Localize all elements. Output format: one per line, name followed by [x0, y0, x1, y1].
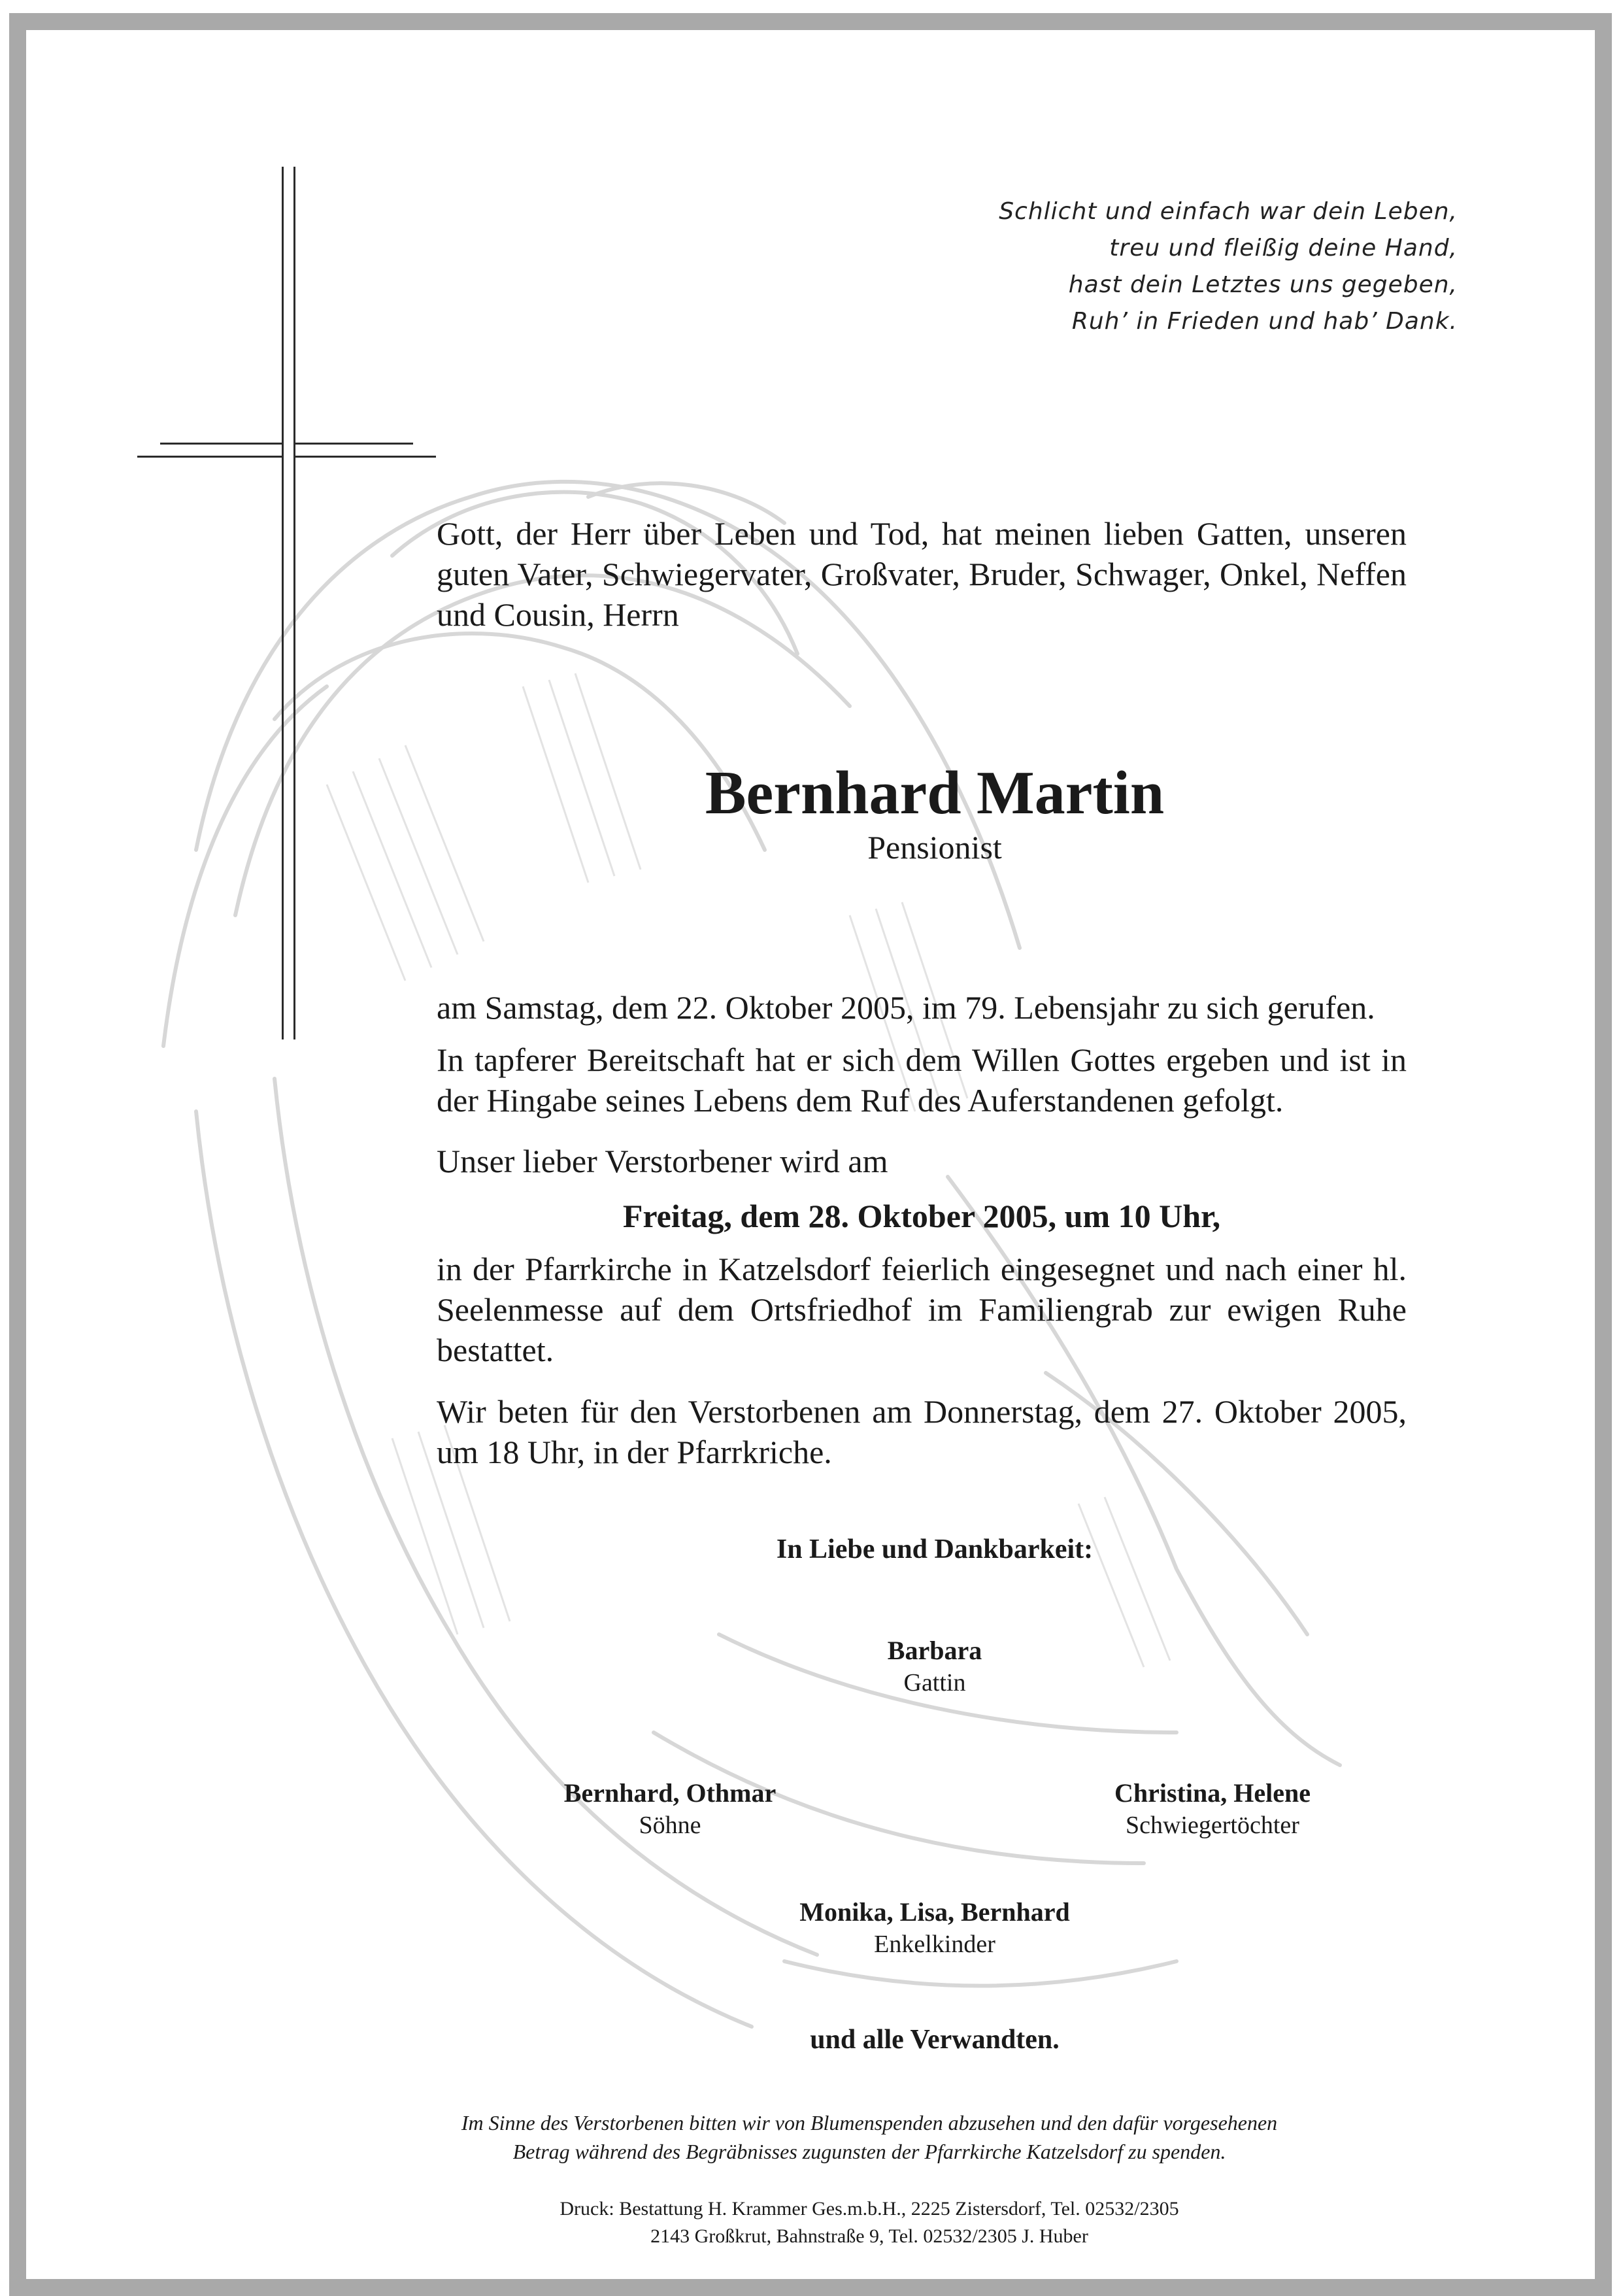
poem-line: Schlicht und einfach war dein Leben, [999, 198, 1458, 225]
funeral-date: Freitag, dem 28. Oktober 2005, um 10 Uhr, [622, 1198, 1221, 1234]
poem-line: hast dein Letztes uns gegeben, [1068, 271, 1458, 298]
widow-name: Barbara [887, 1636, 982, 1665]
sons-role: Söhne [639, 1812, 701, 1839]
grandchildren-role: Enkelkinder [874, 1931, 995, 1958]
death-announcement: am Samstag, dem 22. Oktober 2005, im 79. Lebensjahr zu sich gerufen. [437, 989, 1375, 1026]
donation-note [327, 2108, 1412, 2166]
deceased-name: Bernhard Martin [705, 759, 1165, 827]
grandchildren-names: Monika, Lisa, Bernhard [799, 1897, 1070, 1927]
relatives-closing: und alle Verwandten. [810, 2025, 1060, 2055]
daughters-in-law-role: Schwiegertöchter [1126, 1812, 1299, 1839]
printer-info [327, 2195, 1412, 2250]
daughters-in-law-names: Christina, Helene [1114, 1778, 1311, 1808]
prayer-text: Wir beten für den Verstorbenen am Donnerstag, dem 27. Oktober 2005, um 18 Uhr, in der Pfarrkriche. [437, 1393, 1407, 1470]
widow-role: Gattin [903, 1669, 966, 1697]
poem-line: Ruh’ in Frieden und hab’ Dank. [1071, 308, 1458, 335]
donation-note-line: Betrag während des Begräbnisses zugunsten der Pfarrkirche Katzelsdorf zu spenden. [512, 2140, 1226, 2163]
memorial-poem [804, 194, 1458, 340]
printer-line: 2143 Großkrut, Bahnstraße 9, Tel. 02532/2305 J. Huber [650, 2225, 1088, 2247]
intro-text: Gott, der Herr über Leben und Tod, hat meinen lieben Gatten, unseren guten Vater, Schwiegervater, Großvater, Bruder, Schwager, Onkel, Neffen und Cousin, Herrn [437, 515, 1407, 633]
donation-note-line: Im Sinne des Verstorbenen bitten wir von Blumenspenden abzusehen und den dafür vorgesehenen [461, 2111, 1278, 2135]
funeral-intro: Unser lieber Verstorbener wird am [437, 1143, 888, 1179]
faith-text: In tapferer Bereitschaft hat er sich dem Willen Gottes ergeben und ist in der Hingabe seines Lebens dem Ruf des Auferstandenen gefolgt. [437, 1041, 1407, 1119]
mourners-heading: In Liebe und Dankbarkeit: [776, 1534, 1094, 1564]
printer-line: Druck: Bestattung H. Krammer Ges.m.b.H., 2225 Zistersdorf, Tel. 02532/2305 [560, 2198, 1179, 2220]
deceased-profession: Pensionist [867, 829, 1002, 866]
poem-line: treu und fleißig deine Hand, [1109, 235, 1458, 262]
funeral-text: in der Pfarrkirche in Katzelsdorf feierlich eingesegnet und nach einer hl. Seelenmesse auf dem Ortsfriedhof im Familiengrab zur ewigen Ruhe bestattet. [437, 1251, 1407, 1368]
sons-names: Bernhard, Othmar [563, 1778, 777, 1808]
